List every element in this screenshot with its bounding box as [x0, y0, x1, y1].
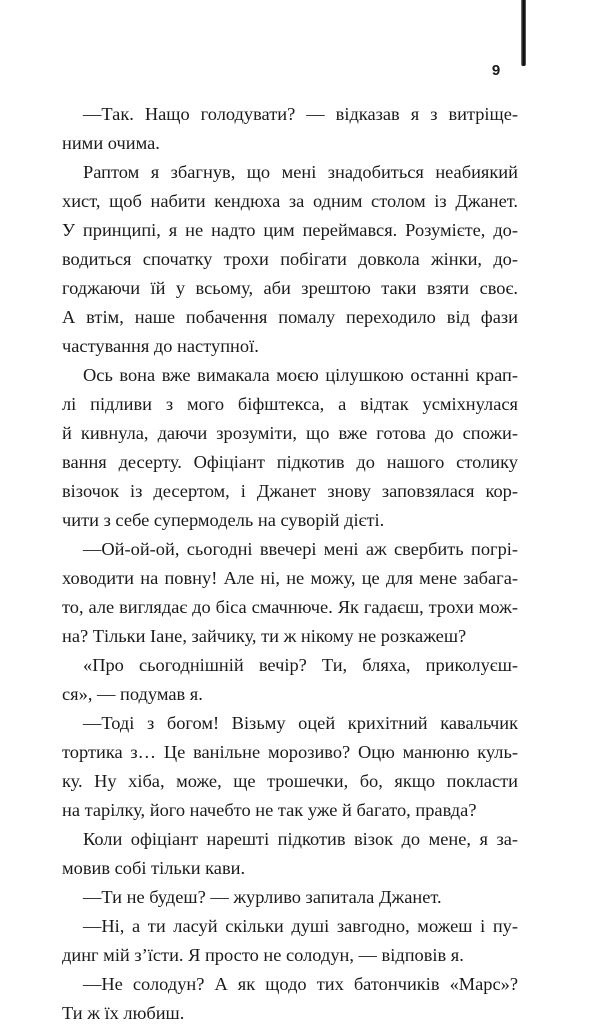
text-line: тортика з… Це ванільне морозиво? Оцю манюню куль- — [62, 742, 518, 762]
text-line: «Про сьогоднішній вечір? Ти, бляха, приколуєш- — [83, 655, 518, 675]
text-line: ся», — подумав я. — [62, 684, 203, 704]
text-line: —Ой-ой-ой, сьогодні ввечері мені аж свербить погрі- — [83, 539, 518, 559]
page-edge-mark — [521, 0, 526, 66]
text-line: Коли офіціант нарешті підкотив візок до мене, я за- — [83, 829, 518, 849]
text-line: —Ти не будеш? — журливо запитала Джанет. — [83, 887, 442, 907]
text-line: частування до наступної. — [62, 336, 259, 356]
text-line: мовив собі тільки кави. — [62, 858, 246, 878]
text-line: Ти ж їх любиш. — [62, 1003, 185, 1023]
text-line: вання десерту. Офіціант підкотив до нашого столику — [62, 452, 518, 472]
text-line: ними очима. — [62, 133, 160, 153]
text-line: —Так. Нащо голодувати? — відказав я з витріще- — [83, 104, 518, 124]
text-line: —Не солодун? А як щодо тих батончиків «Марс»? — [83, 974, 518, 994]
text-line: ховодити на повну! Але ні, не можу, це для мене забага- — [62, 568, 518, 588]
body-text — [62, 100, 518, 1028]
text-line: хист, щоб набити кендюха за одним столом із Джанет. — [62, 191, 518, 211]
text-line: візочок із десертом, і Джанет знову заповзялася кор- — [62, 481, 518, 501]
text-line: водиться спочатку трохи побігати довкола жінки, до- — [62, 249, 518, 269]
text-line: —Ні, а ти ласуй скільки душі завгодно, можеш і пу- — [83, 916, 518, 936]
text-line: ку. Ну хіба, може, ще трошечки, бо, якщо покласти — [62, 771, 518, 791]
text-line: лі підливи з мого біфштекса, а відтак усміхнулася — [62, 394, 518, 414]
text-line: й кивнула, даючи зрозуміти, що вже готова до спожи- — [62, 423, 518, 443]
text-line: на тарілку, його начебто не так уже й багато, правда? — [62, 800, 477, 820]
text-line: Раптом я збагнув, що мені знадобиться неабиякий — [83, 162, 518, 182]
page-number: 9 — [491, 62, 501, 79]
text-line: чити з себе супермодель на суворій дієті. — [62, 510, 385, 530]
text-line: —Тоді з богом! Візьму оцей крихітний кавальчик — [83, 713, 518, 733]
text-line: то, але виглядає до біса смачнюче. Як гадаєш, трохи мож- — [62, 597, 518, 617]
text-line: А втім, наше побачення помалу переходило від фази — [62, 307, 518, 327]
text-line: Ось вона вже вимакала моєю цілушкою останні крап- — [83, 365, 518, 385]
text-line: годжаючи їй у всьому, аби зрештою таки взяти своє. — [62, 278, 518, 298]
text-line: на? Тільки Іане, зайчику, ти ж нікому не розкажеш? — [62, 626, 467, 646]
text-line: динг мій з’їсти. Я просто не солодун, — відповів я. — [62, 945, 464, 965]
text-line: У принципі, я не надто цим переймався. Розумієте, до- — [62, 220, 518, 240]
